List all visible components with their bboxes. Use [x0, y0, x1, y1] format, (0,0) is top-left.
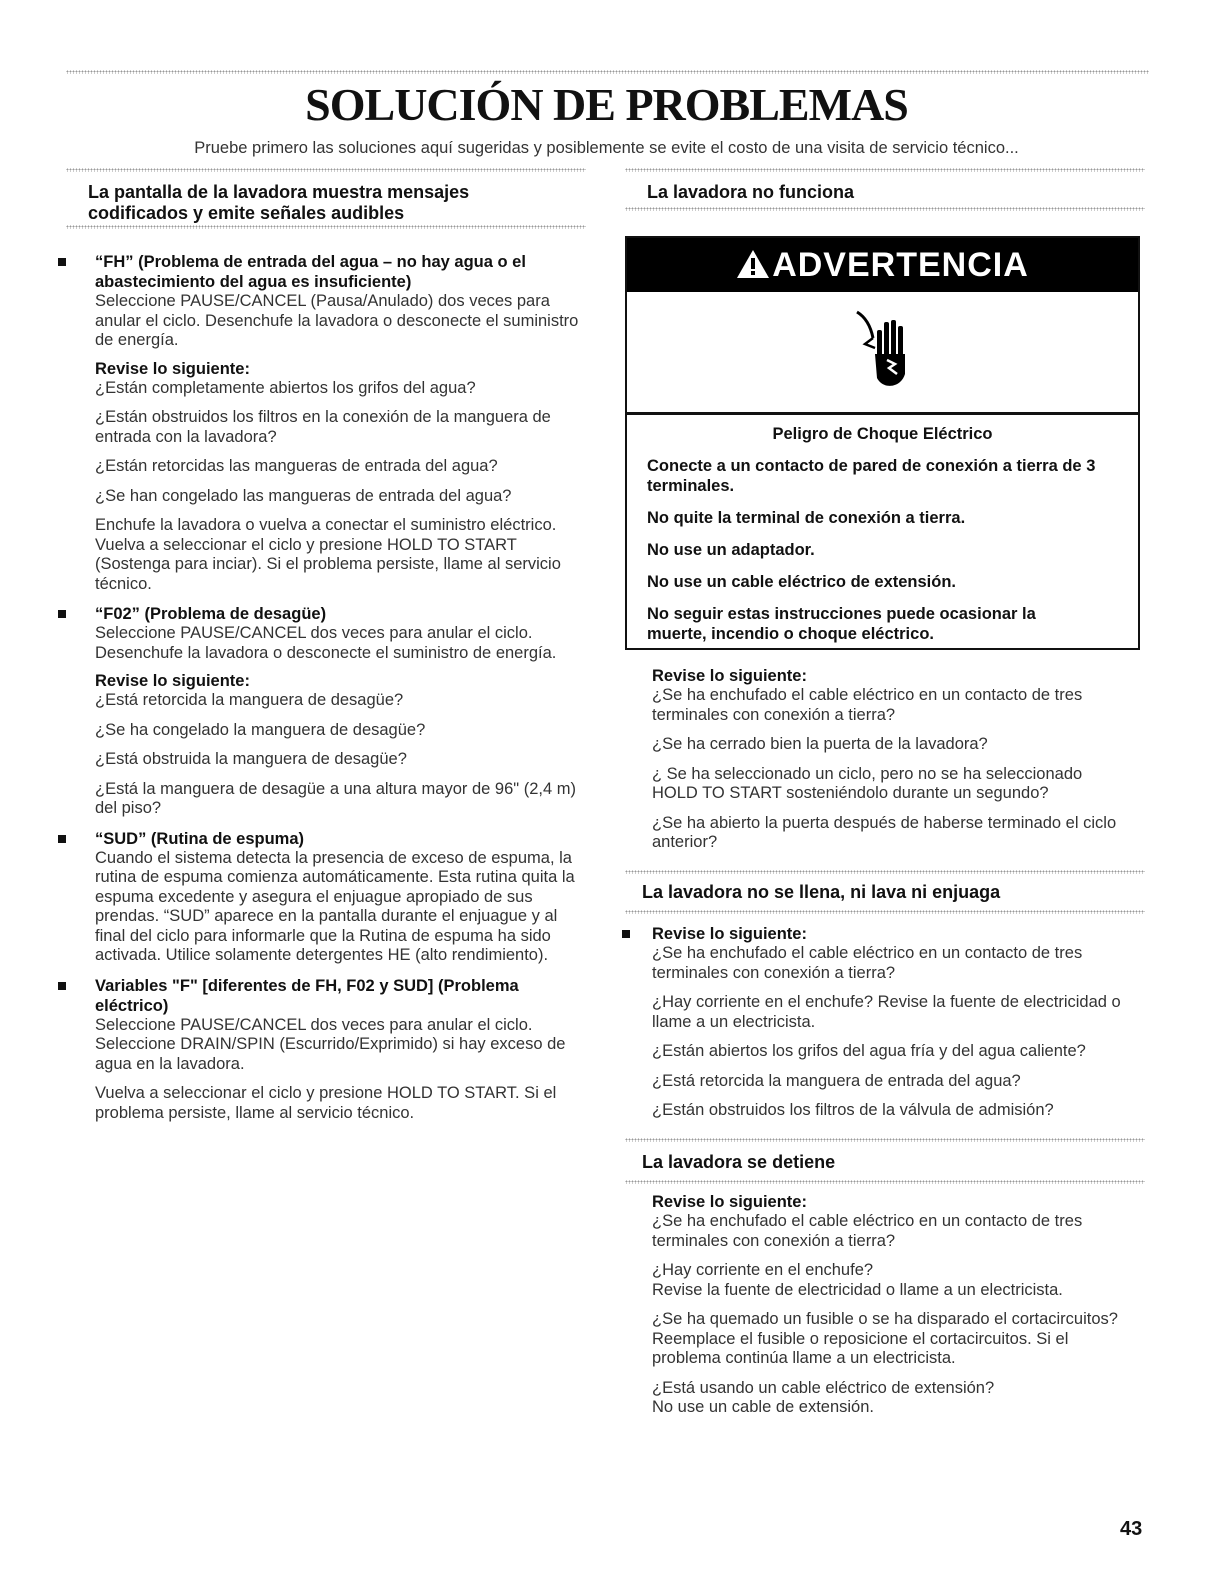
check-block — [652, 1261, 1132, 1300]
right-section-2-checks — [622, 924, 1137, 1131]
check-label: Revise lo siguiente: — [652, 1193, 807, 1211]
check-text: ¿Se ha enchufado el cable eléctrico en un contacto de tres terminales con conexión a tierra? — [652, 944, 1083, 982]
right-rule-sec2-bottom — [625, 910, 1145, 914]
warning-line: No quite la terminal de conexión a tierra. — [647, 509, 966, 527]
check-text: ¿Están obstruidos los filtros en la conexión de la manguera de entrada con la lavadora? — [95, 408, 551, 446]
check-text: ¿Está retorcida la manguera de entrada del agua? — [652, 1071, 1021, 1090]
page-number: 43 — [1120, 1518, 1143, 1540]
check-text: ¿Se ha congelado la manguera de desagüe? — [95, 720, 426, 739]
bullet-icon — [58, 610, 66, 618]
check-text: ¿Está la manguera de desagüe a una altura mayor de 96" (2,4 m) del piso? — [95, 779, 576, 817]
check-label: Revise lo siguiente: — [652, 925, 807, 943]
check-text: ¿Se han congelado las mangueras de entrada del agua? — [95, 486, 512, 505]
check-question: ¿Se ha enchufado el cable eléctrico en un contacto de tres terminales con conexión a tierra? — [652, 1212, 1083, 1250]
right-rule-heading1 — [625, 207, 1145, 211]
warning-line: No use un cable eléctrico de extensión. — [647, 573, 957, 591]
check-answer: No use un cable de extensión. — [652, 1398, 874, 1416]
item-intro: Seleccione PAUSE/CANCEL dos veces para anular el ciclo. Desenchufe la lavadora o desconecte el suministro de energía. — [95, 624, 557, 662]
right-section-heading-2: La lavadora no se llena, ni lava ni enjuaga — [642, 882, 1001, 902]
item-title: Variables "F" [diferentes de FH, F02 y SUD] (Problema eléctrico) — [95, 976, 519, 1015]
check-block — [652, 1379, 1132, 1418]
bullet-icon — [58, 258, 66, 266]
list-item-fh — [58, 252, 588, 594]
check-text: ¿Está obstruida la manguera de desagüe? — [95, 750, 407, 768]
check-label: Revise lo siguiente: — [652, 667, 807, 685]
page-subtitle: Pruebe primero las soluciones aquí sugeridas y posiblemente se evite el costo de una visita de servicio técnico... — [194, 139, 1019, 157]
right-rule-sec3-top — [625, 1138, 1145, 1142]
list-item-variables-f — [58, 976, 588, 1124]
warning-line: No seguir estas instrucciones puede ocasionar la muerte, incendio o choque eléctrico. — [647, 605, 1036, 643]
check-text: ¿Hay corriente en el enchufe? Revise la fuente de electricidad o llame a un electricista. — [652, 993, 1121, 1031]
check-block — [652, 1310, 1132, 1369]
check-block — [652, 1212, 1132, 1251]
electric-shock-hand-icon — [853, 304, 913, 394]
right-rule-top — [625, 168, 1145, 172]
check-text: ¿Están completamente abiertos los grifos del agua? — [95, 378, 476, 397]
check-text: ¿Está retorcida la manguera de desagüe? — [95, 691, 404, 709]
warning-line: Conecte a un contacto de pared de conexión a tierra de 3 terminales. — [647, 457, 1096, 495]
list-item-sud — [58, 829, 588, 966]
check-text: ¿Se ha enchufado el cable eléctrico en un contacto de tres terminales con conexión a tierra? — [652, 686, 1083, 724]
bullet-icon — [58, 835, 66, 843]
right-rule-sec3-bottom — [625, 1180, 1145, 1184]
check-text: Enchufe la lavadora o vuelva a conectar el suministro eléctrico. Vuelva a seleccionar el ciclo y presione HOLD TO START (Sostenga para inciar). Si el problema persiste, llame al servicio técnico. — [95, 516, 561, 593]
page-title: SOLUCIÓN DE PROBLEMAS — [305, 79, 908, 130]
warning-icon-area — [627, 292, 1138, 415]
item-intro: Cuando el sistema detecta la presencia de exceso de espuma, la rutina de espuma comienza automáticamente. Esta rutina quita la espuma excedente y asegura el enjuague apropiado de sus prendas. “SUD” aparece en la pantalla durante el enjuague y al final del ciclo para informarle que la Rutina de espuma ha sido activada. Utilice solamente detergentes HE (alto rendimiento). — [95, 848, 575, 964]
check-label: Revise lo siguiente: — [95, 672, 250, 690]
item-intro: Seleccione PAUSE/CANCEL (Pausa/Anulado) dos veces para anular el ciclo. Desenchufe la lavadora o desconecte el suministro de energía. — [95, 292, 579, 349]
warning-line: No use un adaptador. — [647, 541, 815, 559]
check-question: ¿Está usando un cable eléctrico de extensión? — [652, 1378, 995, 1397]
check-question: ¿Se ha quemado un fusible o se ha disparado el cortacircuitos? — [652, 1310, 1118, 1328]
right-section-heading-3: La lavadora se detiene — [642, 1152, 836, 1172]
right-rule-sec2-top — [625, 870, 1145, 874]
bullet-icon — [622, 930, 630, 938]
warning-body — [627, 415, 1138, 644]
check-label: Revise lo siguiente: — [95, 359, 250, 378]
check-text: ¿Están obstruidos los filtros de la válvula de admisión? — [652, 1101, 1054, 1119]
check-question: ¿Hay corriente en el enchufe? — [652, 1261, 874, 1279]
left-column — [88, 182, 588, 1133]
warning-subtitle: Peligro de Choque Eléctrico — [772, 425, 993, 443]
check-answer: Revise la fuente de electricidad o llame a un electricista. — [652, 1280, 1063, 1299]
warning-banner — [627, 238, 1138, 292]
left-section-heading: La pantalla de la lavadora muestra mensajes codificados y emite señales audibles — [88, 182, 470, 223]
check-text: ¿ Se ha seleccionado un ciclo, pero no se ha seleccionado HOLD TO START sosteniéndolo durante un segundo? — [652, 764, 1083, 802]
item-title: “F02” (Problema de desagüe) — [95, 605, 327, 623]
bullet-icon — [58, 982, 66, 990]
list-item-sec2 — [622, 924, 1137, 1121]
item-title: “FH” (Problema de entrada del agua – no hay agua o el abastecimiento del agua es insuficiente) — [95, 253, 526, 291]
right-section-1-checks — [652, 666, 1132, 863]
warning-box — [625, 236, 1140, 650]
top-rule — [66, 70, 1149, 74]
list-item-f02 — [58, 604, 588, 819]
check-answer: Reemplace el fusible o reposicione el cortacircuitos. Si el problema continúa llame a un electricista. — [652, 1329, 1069, 1367]
item-extra: Vuelva a seleccionar el ciclo y presione HOLD TO START. Si el problema persiste, llame al servicio técnico. — [95, 1084, 557, 1122]
item-title: “SUD” (Rutina de espuma) — [95, 829, 305, 848]
check-text: ¿Están abiertos los grifos del agua fría y del agua caliente? — [652, 1042, 1086, 1060]
check-text: ¿Se ha cerrado bien la puerta de la lavadora? — [652, 735, 988, 753]
check-text: ¿Se ha abierto la puerta después de haberse terminado el ciclo anterior? — [652, 813, 1117, 851]
right-section-heading-1: La lavadora no funciona — [647, 182, 855, 202]
left-rule-top — [66, 168, 586, 172]
warning-banner-text: ADVERTENCIA — [772, 246, 1029, 284]
check-text: ¿Están retorcidas las mangueras de entrada del agua? — [95, 457, 498, 475]
right-section-3-checks — [652, 1192, 1132, 1428]
item-intro: Seleccione PAUSE/CANCEL dos veces para anular el ciclo. Seleccione DRAIN/SPIN (Escurrido/Exprimido) si hay exceso de agua en la lavadora. — [95, 1015, 566, 1073]
warning-triangle-icon — [736, 249, 770, 279]
